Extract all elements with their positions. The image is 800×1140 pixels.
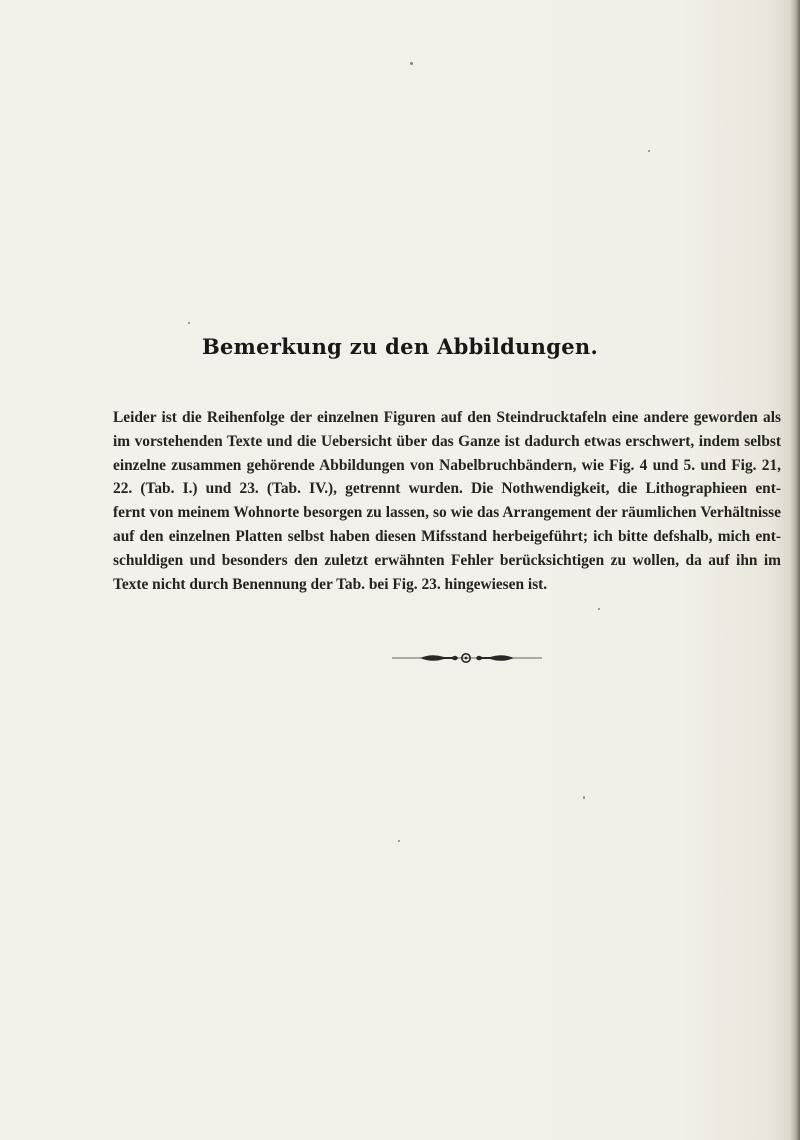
paragraph-line: im vorstehenden Texte und die Uebersicht über das Ganze ist dadurch etwas erschwert, indem selbst bbox=[113, 432, 781, 450]
paragraph-line: schuldigen und besonders den zuletzt erwähnten Fehler berücksichtigen zu wollen, da auf ihn im bbox=[113, 551, 781, 569]
page-heading: Bemerkung zu den Abbildungen. bbox=[201, 334, 599, 359]
paragraph-line: auf den einzelnen Platten selbst haben diesen Mifsstand herbeigeführt; ich bitte defshalb, mich ent- bbox=[113, 527, 781, 545]
paragraph-line: Leider ist die Reihenfolge der einzelnen Figuren auf den Steindrucktafeln eine andere geworden als bbox=[113, 409, 781, 426]
paragraph-line: einzelne zusammen gehörende Abbildungen von Nabelbruchbändern, wie Fig. 4 und 5. und Fig. 21, bbox=[113, 456, 781, 474]
paragraph-line: fernt von meinem Wohnorte besorgen zu lassen, so wie das Arrangement der räumlichen Verhältnisse bbox=[113, 504, 781, 522]
paragraph-line: Texte nicht durch Benennung der Tab. bei Fig. 23. hingewiesen ist. bbox=[113, 575, 548, 593]
decorative-rule-ornament-icon bbox=[392, 651, 542, 665]
paragraph-line: 22. (Tab. I.) und 23. (Tab. IV.), getrennt wurden. Die Nothwendigkeit, die Lithographieen ent- bbox=[113, 480, 781, 498]
page-edge-shadow bbox=[790, 0, 800, 1140]
body-paragraph bbox=[113, 406, 781, 596]
